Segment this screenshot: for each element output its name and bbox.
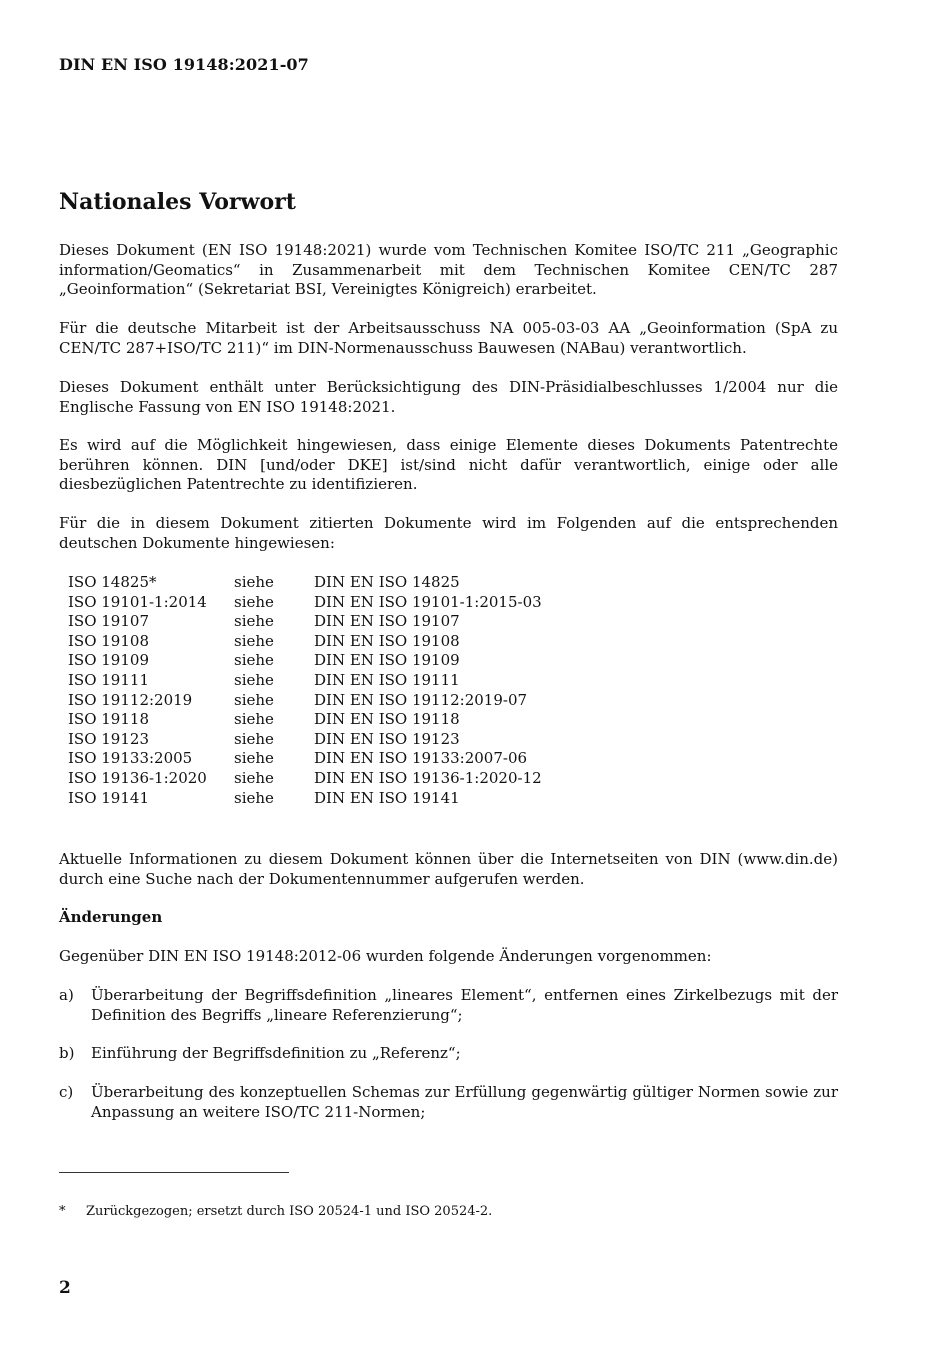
change-item-text: Überarbeitung der Begriffsdefinition „lineares Element“, entfernen eines Zirkelbezugs mit der Definition des Begriffs „lineare Referenzierung“; xyxy=(91,986,838,1024)
reference-row xyxy=(68,749,574,769)
paragraph-language-version: Dieses Dokument enthält unter Berücksichtigung des DIN-Präsidialbeschlusses 1/2004 nur die Englische Fassung von EN ISO 19148:2021. xyxy=(59,378,838,416)
footnote-mark: * xyxy=(59,1204,66,1219)
din-reference: DIN EN ISO 19136-1:2020-12 xyxy=(314,768,542,787)
paragraph-current-information: Aktuelle Informationen zu diesem Dokument können über die Internetseiten von DIN (www.din.de) durch eine Suche nach der Dokumentennummer aufgerufen werden. xyxy=(59,850,838,888)
paragraph-patent-notice: Es wird auf die Möglichkeit hingewiesen, dass einige Elemente dieses Dokuments Patentrechte berühren können. DIN [und/oder DKE] ist/sind nicht dafür verantwortlich, einige oder alle diesbezüglichen Patentrechte zu identifizieren. xyxy=(59,436,838,494)
page-number: 2 xyxy=(59,1278,71,1298)
reference-row xyxy=(68,593,574,613)
iso-reference: ISO 19133:2005 xyxy=(68,749,193,768)
reference-separator: siehe xyxy=(234,690,274,709)
din-reference: DIN EN ISO 19123 xyxy=(314,729,460,748)
change-item-letter: c) xyxy=(59,1083,74,1101)
reference-separator: siehe xyxy=(234,710,274,729)
reference-row xyxy=(68,730,574,750)
reference-row xyxy=(68,789,574,809)
reference-row xyxy=(68,632,574,652)
reference-separator: siehe xyxy=(234,788,274,807)
reference-row xyxy=(68,710,574,730)
iso-reference: ISO 19136-1:2020 xyxy=(68,768,207,787)
iso-reference: ISO 19112:2019 xyxy=(68,690,193,709)
reference-separator: siehe xyxy=(234,768,274,787)
reference-row xyxy=(68,612,574,632)
changes-heading: Änderungen xyxy=(59,908,163,926)
reference-row xyxy=(68,671,574,691)
reference-row xyxy=(68,651,574,671)
din-reference: DIN EN ISO 19111 xyxy=(314,670,460,689)
changes-intro: Gegenüber DIN EN ISO 19148:2012-06 wurden folgende Änderungen vorgenommen: xyxy=(59,947,712,965)
iso-reference: ISO 19141 xyxy=(68,788,149,807)
change-item-text: Überarbeitung des konzeptuellen Schemas zur Erfüllung gegenwärtig gültiger Normen sowie zur Anpassung an weitere ISO/TC 211-Normen; xyxy=(91,1083,838,1121)
reference-separator: siehe xyxy=(234,670,274,689)
reference-separator: siehe xyxy=(234,631,274,650)
document-identifier: DIN EN ISO 19148:2021-07 xyxy=(59,55,309,74)
paragraph-committee: Dieses Dokument (EN ISO 19148:2021) wurde vom Technischen Komitee ISO/TC 211 „Geographic information/Geomatics“ in Zusammenarbeit mit dem Technischen Komitee CEN/TC 287 „Geoinformation“ (Sekretariat BSI, Vereinigtes Königreich) erarbeitet. xyxy=(59,241,838,299)
change-item-letter: a) xyxy=(59,986,74,1004)
iso-reference: ISO 19109 xyxy=(68,651,149,670)
reference-separator: siehe xyxy=(234,573,274,591)
change-item xyxy=(59,1083,838,1122)
iso-reference: ISO 19123 xyxy=(68,729,149,748)
change-item xyxy=(59,1044,838,1064)
iso-reference: ISO 19108 xyxy=(68,631,149,650)
reference-separator: siehe xyxy=(234,651,274,670)
reference-separator: siehe xyxy=(234,729,274,748)
reference-separator: siehe xyxy=(234,612,274,631)
din-reference: DIN EN ISO 19107 xyxy=(314,612,460,631)
paragraph-working-committee: Für die deutsche Mitarbeit ist der Arbeitsausschuss NA 005-03-03 AA „Geoinformation (SpA zu CEN/TC 287+ISO/TC 211)“ im DIN-Normenausschuss Bauwesen (NABau) verantwortlich. xyxy=(59,319,838,357)
change-item-letter: b) xyxy=(59,1044,75,1062)
iso-reference: ISO 19111 xyxy=(68,670,149,689)
reference-separator: siehe xyxy=(234,592,274,611)
change-item-text: Einführung der Begriffsdefinition zu „Referenz“; xyxy=(91,1044,461,1062)
din-reference: DIN EN ISO 19133:2007-06 xyxy=(314,749,528,768)
iso-reference: ISO 14825* xyxy=(68,573,157,591)
iso-reference: ISO 19107 xyxy=(68,612,149,631)
footnote-text: Zurückgezogen; ersetzt durch ISO 20524-1 und ISO 20524-2. xyxy=(86,1204,493,1219)
reference-row xyxy=(68,769,574,789)
change-item xyxy=(59,986,838,1025)
iso-reference: ISO 19118 xyxy=(68,710,149,729)
din-reference: DIN EN ISO 19109 xyxy=(314,651,460,670)
din-reference: DIN EN ISO 19101-1:2015-03 xyxy=(314,592,542,611)
din-reference: DIN EN ISO 19112:2019-07 xyxy=(314,690,528,709)
section-title: Nationales Vorwort xyxy=(59,189,296,215)
footnote-divider xyxy=(59,1172,289,1173)
din-reference: DIN EN ISO 19108 xyxy=(314,631,460,650)
reference-table xyxy=(68,573,574,808)
din-reference: DIN EN ISO 19118 xyxy=(314,710,460,729)
din-reference: DIN EN ISO 14825 xyxy=(314,573,460,591)
paragraph-referenced-documents: Für die in diesem Dokument zitierten Dokumente wird im Folgenden auf die entsprechenden deutschen Dokumente hingewiesen: xyxy=(59,514,838,552)
footnote xyxy=(59,1204,492,1219)
reference-separator: siehe xyxy=(234,749,274,768)
reference-row xyxy=(68,573,574,593)
iso-reference: ISO 19101-1:2014 xyxy=(68,592,207,611)
reference-row xyxy=(68,691,574,711)
din-reference: DIN EN ISO 19141 xyxy=(314,788,460,807)
